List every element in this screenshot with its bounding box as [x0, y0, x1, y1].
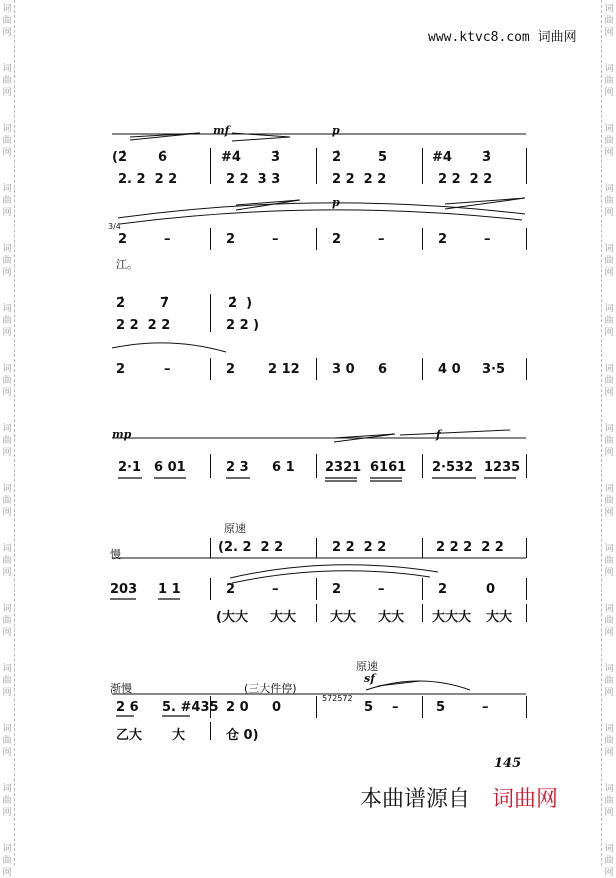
watermark-char: 网 [604, 328, 614, 338]
percussion: 大大 [330, 610, 357, 625]
watermark-char: 词 [2, 664, 12, 674]
watermark-char: 曲 [2, 676, 12, 686]
tempo-mark: 渐慢 [110, 682, 132, 695]
watermark-char: 曲 [2, 196, 12, 206]
dynamic-mp: mp [112, 428, 132, 441]
watermark-char: 曲 [2, 16, 12, 26]
decrescendo-hairpin [232, 133, 290, 141]
barline [210, 578, 211, 600]
watermark-char: 词 [2, 484, 12, 494]
watermark-char: 网 [604, 568, 614, 578]
watermark-char: 词 [2, 784, 12, 794]
percussion: 大大 [378, 610, 405, 625]
note: 2 [438, 232, 448, 247]
note: 3̇ [482, 150, 492, 165]
site-name[interactable]: 词曲网 [537, 30, 577, 45]
watermark-char: 曲 [2, 796, 12, 806]
barline [526, 454, 527, 478]
note: 1 1 [158, 582, 181, 597]
note: 5 [436, 700, 446, 715]
footer-brand-link[interactable]: 词曲网 [492, 787, 559, 812]
watermark-char: 网 [604, 688, 614, 698]
watermark-char: 曲 [604, 556, 614, 566]
barline [526, 228, 527, 250]
left-watermark-strip [0, 0, 15, 878]
note: 2 [332, 232, 342, 247]
lyric: 江。 [116, 258, 138, 271]
watermark-char: 网 [604, 208, 614, 218]
barline [316, 696, 317, 718]
barline [422, 538, 423, 558]
note: 6 [378, 362, 388, 377]
watermark-char: 词 [2, 364, 12, 374]
watermark-char: 网 [604, 28, 614, 38]
slur [118, 203, 525, 218]
barline [526, 578, 527, 600]
barline [210, 294, 211, 332]
percussion: 乙大 [116, 728, 143, 743]
note: 2321 [325, 460, 362, 475]
watermark-char: 曲 [2, 736, 12, 746]
note: (2̇ [112, 150, 127, 165]
dash: – [378, 232, 385, 247]
watermark-char: 曲 [604, 736, 614, 746]
watermark-char: 网 [2, 328, 12, 338]
watermark-char: 词 [604, 664, 614, 674]
dash: – [164, 232, 171, 247]
watermark-char: 词 [604, 304, 614, 314]
hairpin-line [400, 430, 510, 435]
watermark-char: 词 [604, 844, 614, 854]
dash: – [378, 582, 385, 597]
watermark-char: 词 [604, 124, 614, 134]
watermark-char: 网 [2, 508, 12, 518]
barline [422, 148, 423, 184]
watermark-char: 词 [2, 424, 12, 434]
note: 2 [226, 232, 236, 247]
watermark-char: 网 [2, 388, 12, 398]
watermark-char: 曲 [604, 856, 614, 866]
crescendo-hairpin [130, 133, 200, 140]
watermark-char: 曲 [604, 676, 614, 686]
barline [210, 696, 211, 718]
barline [316, 228, 317, 250]
note: 0 [486, 582, 496, 597]
slur [120, 210, 522, 224]
percussion: 大 [172, 728, 186, 743]
note-group: 2 2 2 2 2 [436, 540, 504, 555]
watermark-char: 网 [2, 28, 12, 38]
dash: – [484, 232, 491, 247]
note: 5 [378, 150, 388, 165]
slur [112, 343, 226, 352]
barline [316, 148, 317, 184]
barline [316, 578, 317, 600]
barline [422, 604, 423, 622]
watermark-char: 曲 [604, 76, 614, 86]
watermark-char: 词 [604, 244, 614, 254]
watermark-char: 曲 [2, 496, 12, 506]
percussion: 仓 0) [226, 728, 259, 743]
dynamic-f: f [436, 428, 441, 441]
time-signature: 3/4 [108, 222, 121, 231]
note: 5. #435 [162, 700, 219, 715]
watermark-char: 词 [604, 184, 614, 194]
watermark-char: 词 [604, 604, 614, 614]
barline [422, 228, 423, 250]
note-group: 2 2 3 3 [226, 172, 281, 187]
crescendo-hairpin [236, 200, 300, 210]
watermark-char: 曲 [604, 16, 614, 26]
note: 2 3 [226, 460, 249, 475]
watermark-char: 曲 [604, 436, 614, 446]
watermark-char: 曲 [604, 256, 614, 266]
note: #4 [432, 150, 452, 165]
watermark-char: 网 [604, 448, 614, 458]
note: #4̇ [221, 150, 241, 165]
barline [316, 454, 317, 478]
watermark-char: 网 [2, 868, 12, 878]
note: 203 [110, 582, 138, 597]
note: 2̇ ) [228, 296, 253, 311]
watermark-char: 网 [604, 148, 614, 158]
note: 7̇ [160, 296, 170, 311]
watermark-char: 曲 [604, 376, 614, 386]
slur [230, 565, 438, 578]
note-group: 2 2 2 2 [438, 172, 493, 187]
note: 2 [226, 582, 236, 597]
watermark-char: 网 [604, 268, 614, 278]
dash: – [272, 582, 279, 597]
watermark-char: 网 [604, 388, 614, 398]
watermark-char: 曲 [604, 136, 614, 146]
watermark-char: 词 [2, 64, 12, 74]
watermark-char: 词 [604, 64, 614, 74]
dynamic-p: p [332, 196, 340, 209]
watermark-char: 网 [2, 268, 12, 278]
note: 2·1 [118, 460, 142, 475]
barline [422, 696, 423, 718]
percussion: 大大 [270, 610, 297, 625]
watermark-char: 曲 [2, 436, 12, 446]
note: 2̇ [116, 296, 126, 311]
note: 3·5 [482, 362, 506, 377]
page-number: 145 [494, 756, 522, 771]
note: 3̇ [271, 150, 281, 165]
watermark-char: 网 [2, 748, 12, 758]
tempo-mark: 原速 [356, 660, 378, 673]
watermark-char: 曲 [604, 496, 614, 506]
barline [526, 604, 527, 622]
watermark-char: 网 [2, 148, 12, 158]
watermark-char: 词 [2, 544, 12, 554]
ensemble-note: (三大件停) [244, 682, 297, 695]
watermark-char: 曲 [2, 316, 12, 326]
note-group: 2 2 2 2 [116, 318, 171, 333]
slur [232, 571, 430, 583]
note-group: 2 2 2 2 [332, 172, 387, 187]
watermark-char: 曲 [2, 256, 12, 266]
watermark-char: 网 [604, 88, 614, 98]
watermark-char: 曲 [2, 556, 12, 566]
site-url[interactable]: www.ktvc8.com [428, 30, 530, 45]
watermark-char: 网 [2, 628, 12, 638]
watermark-char: 词 [604, 424, 614, 434]
barline [210, 358, 211, 380]
watermark-char: 曲 [2, 376, 12, 386]
watermark-char: 词 [2, 4, 12, 14]
watermark-char: 网 [604, 508, 614, 518]
tempo-mark: 慢 [110, 548, 121, 561]
note: 1235 [484, 460, 521, 475]
note: 2·532 [432, 460, 474, 475]
dash: – [272, 232, 279, 247]
note: 6̇ [158, 150, 168, 165]
note: 2 [438, 582, 448, 597]
barline [526, 358, 527, 380]
hairpin-line [378, 681, 420, 686]
dash: – [482, 700, 489, 715]
dash: – [392, 700, 399, 715]
watermark-char: 曲 [2, 856, 12, 866]
barline [526, 148, 527, 184]
barline [210, 454, 211, 478]
note: 5 [364, 700, 374, 715]
percussion: 大大 [486, 610, 513, 625]
watermark-char: 词 [604, 784, 614, 794]
watermark-char: 词 [2, 844, 12, 854]
grace-notes: 572572 [322, 694, 353, 703]
dash: – [164, 362, 171, 377]
tempo-mark: 原速 [224, 522, 246, 535]
barline [316, 358, 317, 380]
barline [422, 578, 423, 600]
percussion: (大大 [216, 610, 248, 625]
note: 2 [116, 362, 126, 377]
barline [526, 538, 527, 558]
watermark-char: 曲 [604, 196, 614, 206]
watermark-char: 曲 [604, 616, 614, 626]
source-footer[interactable] [360, 782, 558, 813]
dynamic-sf: sf [364, 672, 375, 685]
site-header[interactable] [428, 26, 577, 45]
watermark-char: 词 [604, 364, 614, 374]
note: 6 1 [272, 460, 295, 475]
note: 2 6 [116, 700, 139, 715]
note: 2 0 [226, 700, 249, 715]
note: 2 [332, 582, 342, 597]
dynamic-mf: mf [213, 124, 230, 137]
watermark-char: 网 [604, 868, 614, 878]
percussion: 大大大 [432, 610, 472, 625]
watermark-char: 词 [604, 4, 614, 14]
note: 2 12 [268, 362, 300, 377]
watermark-char: 词 [604, 544, 614, 554]
watermark-char: 词 [2, 304, 12, 314]
note: 0 [272, 700, 282, 715]
note: 2 [226, 362, 236, 377]
watermark-char: 网 [604, 808, 614, 818]
note: 6161 [370, 460, 407, 475]
watermark-char: 词 [2, 604, 12, 614]
watermark-char: 词 [2, 124, 12, 134]
barline [316, 538, 317, 558]
barline [316, 604, 317, 622]
watermark-char: 词 [604, 724, 614, 734]
note: 3 0 [332, 362, 355, 377]
barline [422, 454, 423, 478]
footer-text: 本曲谱源自 [360, 787, 471, 812]
slur [366, 681, 470, 690]
crescendo-hairpin [334, 434, 395, 442]
watermark-char: 词 [2, 244, 12, 254]
watermark-char: 词 [2, 184, 12, 194]
watermark-char: 网 [2, 688, 12, 698]
watermark-char: 曲 [604, 316, 614, 326]
note: 2̇ [332, 150, 342, 165]
note: 2 [118, 232, 128, 247]
dynamic-p: p [332, 124, 340, 137]
watermark-char: 曲 [2, 76, 12, 86]
watermark-char: 网 [604, 748, 614, 758]
watermark-char: 网 [2, 208, 12, 218]
note-group: 2 2 2 2 [332, 540, 387, 555]
watermark-char: 网 [2, 568, 12, 578]
note-group: (2. 2 2 2 [218, 540, 284, 555]
barline [422, 358, 423, 380]
watermark-char: 网 [2, 88, 12, 98]
watermark-char: 曲 [2, 616, 12, 626]
note: 6 01 [154, 460, 186, 475]
watermark-char: 网 [604, 628, 614, 638]
barline [210, 722, 211, 740]
crescendo-hairpin [445, 198, 525, 209]
barline [210, 538, 211, 558]
watermark-char: 词 [604, 484, 614, 494]
watermark-char: 词 [2, 724, 12, 734]
watermark-char: 曲 [2, 136, 12, 146]
barline [526, 696, 527, 718]
note: 4 0 [438, 362, 461, 377]
note-group: 2. 2 2 2 [118, 172, 178, 187]
barline [210, 228, 211, 250]
watermark-char: 曲 [604, 796, 614, 806]
barline [210, 148, 211, 184]
right-watermark-strip [601, 0, 616, 878]
note-group: 2 2 ) [226, 318, 260, 333]
watermark-char: 网 [2, 808, 12, 818]
watermark-char: 网 [2, 448, 12, 458]
